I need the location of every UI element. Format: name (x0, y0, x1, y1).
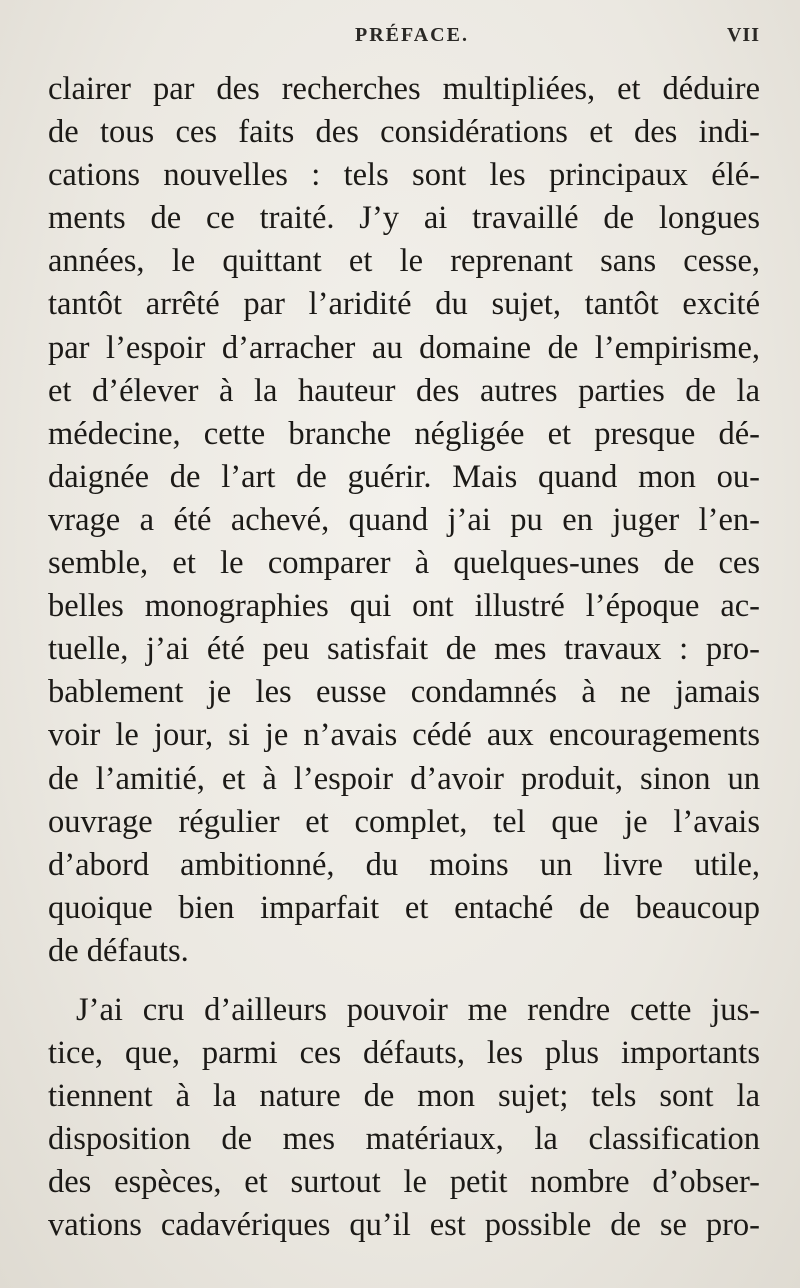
text-line: tiennent à la nature de mon sujet; tels sont la (48, 1078, 760, 1115)
text-line: belles monographies qui ont illustré l’époque ac- (48, 588, 760, 625)
text-line: vations cadavériques qu’il est possible de se pro- (48, 1207, 760, 1244)
text-line: bablement je les eusse condamnés à ne jamais (48, 674, 760, 711)
text-line: tuelle, j’ai été peu satisfait de mes travaux : pro- (48, 631, 760, 668)
text-line: J’ai cru d’ailleurs pouvoir me rendre cette jus- (76, 991, 760, 1028)
running-header (0, 24, 800, 60)
text-line: cations nouvelles : tels sont les principaux élé- (48, 157, 760, 194)
text-line: disposition de mes matériaux, la classification (48, 1121, 760, 1158)
text-line: quoique bien imparfait et entaché de beaucoup (48, 889, 760, 926)
text-line: de défauts. (48, 932, 189, 969)
text-line: d’abord ambitionné, du moins un livre utile, (48, 846, 760, 883)
text-line: clairer par des recherches multipliées, et déduire (48, 71, 760, 107)
running-title: PRÉFACE. (355, 24, 469, 46)
paragraph (48, 68, 760, 973)
text-line: voir le jour, si je n’avais cédé aux encouragements (48, 717, 760, 754)
text-line: des espèces, et surtout le petit nombre d’obser- (48, 1164, 760, 1201)
text-line: de l’amitié, et à l’espoir d’avoir produit, sinon un (48, 760, 760, 797)
paragraph-gap (48, 973, 760, 989)
text-line: ouvrage régulier et complet, tel que je l’avais (48, 803, 760, 840)
text-line: années, le quittant et le reprenant sans cesse, (48, 243, 760, 280)
page-number: VII (726, 24, 760, 46)
paragraph (48, 989, 760, 1248)
text-line: par l’espoir d’arracher au domaine de l’empirisme, (48, 329, 760, 366)
text-line: de tous ces faits des considérations et des indi- (48, 114, 760, 151)
text-line: et d’élever à la hauteur des autres parties de la (48, 372, 760, 409)
text-line: tantôt arrêté par l’aridité du sujet, tantôt excité (48, 286, 760, 323)
text-line: daignée de l’art de guérir. Mais quand mon ou- (48, 458, 760, 495)
text-line: semble, et le comparer à quelques-unes de ces (48, 545, 760, 582)
text-line: ments de ce traité. J’y ai travaillé de longues (48, 200, 760, 237)
text-line: vrage a été achevé, quand j’ai pu en juger l’en- (48, 501, 760, 538)
text-line: médecine, cette branche négligée et presque dé- (48, 415, 760, 452)
body-text (48, 68, 760, 1248)
text-line: tice, que, parmi ces défauts, les plus importants (48, 1035, 760, 1072)
